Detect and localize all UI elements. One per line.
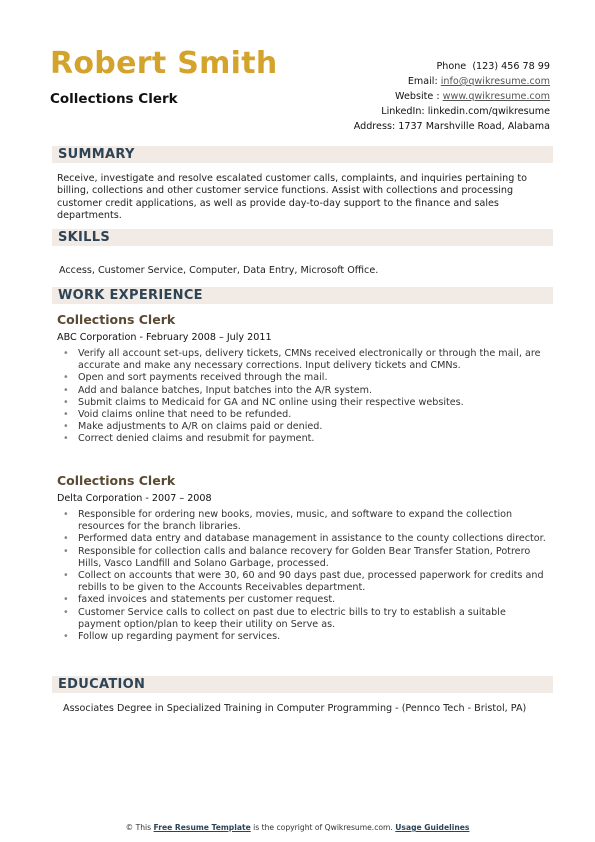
list-item: • Void claims online that need to be refunded.	[60, 409, 550, 421]
list-item: • Follow up regarding payment for services.	[60, 631, 550, 643]
experience-heading-bar	[52, 287, 553, 304]
candidate-title: Collections Clerk	[50, 91, 178, 107]
job-2-company: Delta Corporation - 2007 – 2008	[57, 493, 212, 504]
contact-website	[354, 89, 550, 104]
job-2-title: Collections Clerk	[57, 473, 176, 488]
footer-prefix: © This	[125, 823, 152, 832]
free-resume-template-link[interactable]: Free Resume Template	[153, 823, 251, 832]
summary-text: Receive, investigate and resolve escalated customer calls, complaints, and inquiries pertaining to billing, collections and other customer service functions. Assist with collections and processing customer credit applications, as well as provide day-to-day support to the finance and sales departments.	[57, 173, 528, 221]
education-text: Associates Degree in Specialized Training in Computer Programming - (Pennco Tech - Bristol, PA)	[63, 703, 527, 714]
contact-block	[354, 59, 550, 134]
job-1-title: Collections Clerk	[57, 312, 176, 327]
list-item: • Responsible for collection calls and balance recovery for Golden Bear Transfer Station, Potrero Hills, Vasco Landfill and Solano Garbage, processed.	[60, 546, 550, 570]
address-value: 1737 Marshville Road, Alabama	[398, 121, 550, 132]
list-item: • Responsible for ordering new books, movies, music, and software to expand the collection resources for the branch libraries.	[60, 509, 550, 533]
summary-heading-bar	[52, 146, 553, 163]
list-item: • Performed data entry and database management in assistance to the county collections director.	[60, 533, 550, 545]
job-1-bullets	[60, 348, 550, 446]
list-item: • Submit claims to Medicaid for GA and NC online using their respective websites.	[60, 397, 550, 409]
skills-text: Access, Customer Service, Computer, Data Entry, Microsoft Office.	[59, 265, 379, 276]
skills-heading: SKILLS	[58, 230, 111, 245]
candidate-name: Robert Smith	[50, 46, 278, 81]
contact-phone	[354, 59, 550, 74]
job-2-bullets	[60, 509, 550, 643]
linkedin-value: linkedin.com/qwikresume	[427, 106, 550, 117]
contact-linkedin	[354, 104, 550, 119]
contact-address	[354, 119, 550, 134]
usage-guidelines-link[interactable]: Usage Guidelines	[395, 823, 470, 832]
education-heading: EDUCATION	[58, 677, 146, 692]
job-1-company: ABC Corporation - February 2008 – July 2011	[57, 332, 272, 343]
address-label: Address:	[353, 121, 396, 132]
list-item: • Customer Service calls to collect on past due to electric bills to try to establish a suitable payment option/plan to keep their utility on Serve as.	[60, 607, 550, 631]
email-label: Email:	[407, 76, 438, 87]
footer	[0, 823, 595, 832]
list-item: • Collect on accounts that were 30, 60 and 90 days past due, processed paperwork for credits and rebills to be given to the Accounts Receivables department.	[60, 570, 550, 594]
contact-email	[354, 74, 550, 89]
website-link[interactable]: www.qwikresume.com	[442, 91, 550, 102]
skills-heading-bar	[52, 229, 553, 246]
list-item: • Correct denied claims and resubmit for payment.	[60, 433, 550, 445]
list-item: • Verify all account set-ups, delivery tickets, CMNs received electronically or through the mail, are accurate and make any necessary corrections. Input delivery tickets and CMNs.	[60, 348, 550, 372]
footer-middle: is the copyright of Qwikresume.com.	[253, 823, 393, 832]
email-link[interactable]: info@qwikresume.com	[440, 76, 550, 87]
list-item: • Open and sort payments received through the mail.	[60, 372, 550, 384]
experience-heading: WORK EXPERIENCE	[58, 288, 203, 303]
phone-value: (123) 456 78 99	[472, 61, 550, 72]
website-label: Website :	[395, 91, 440, 102]
linkedin-label: LinkedIn:	[381, 106, 425, 117]
list-item: • Make adjustments to A/R on claims paid or denied.	[60, 421, 550, 433]
education-heading-bar	[52, 676, 553, 693]
phone-label: Phone	[436, 61, 467, 72]
summary-heading: SUMMARY	[58, 147, 135, 162]
list-item: • Add and balance batches, Input batches into the A/R system.	[60, 385, 550, 397]
list-item: • faxed invoices and statements per customer request.	[60, 594, 550, 606]
